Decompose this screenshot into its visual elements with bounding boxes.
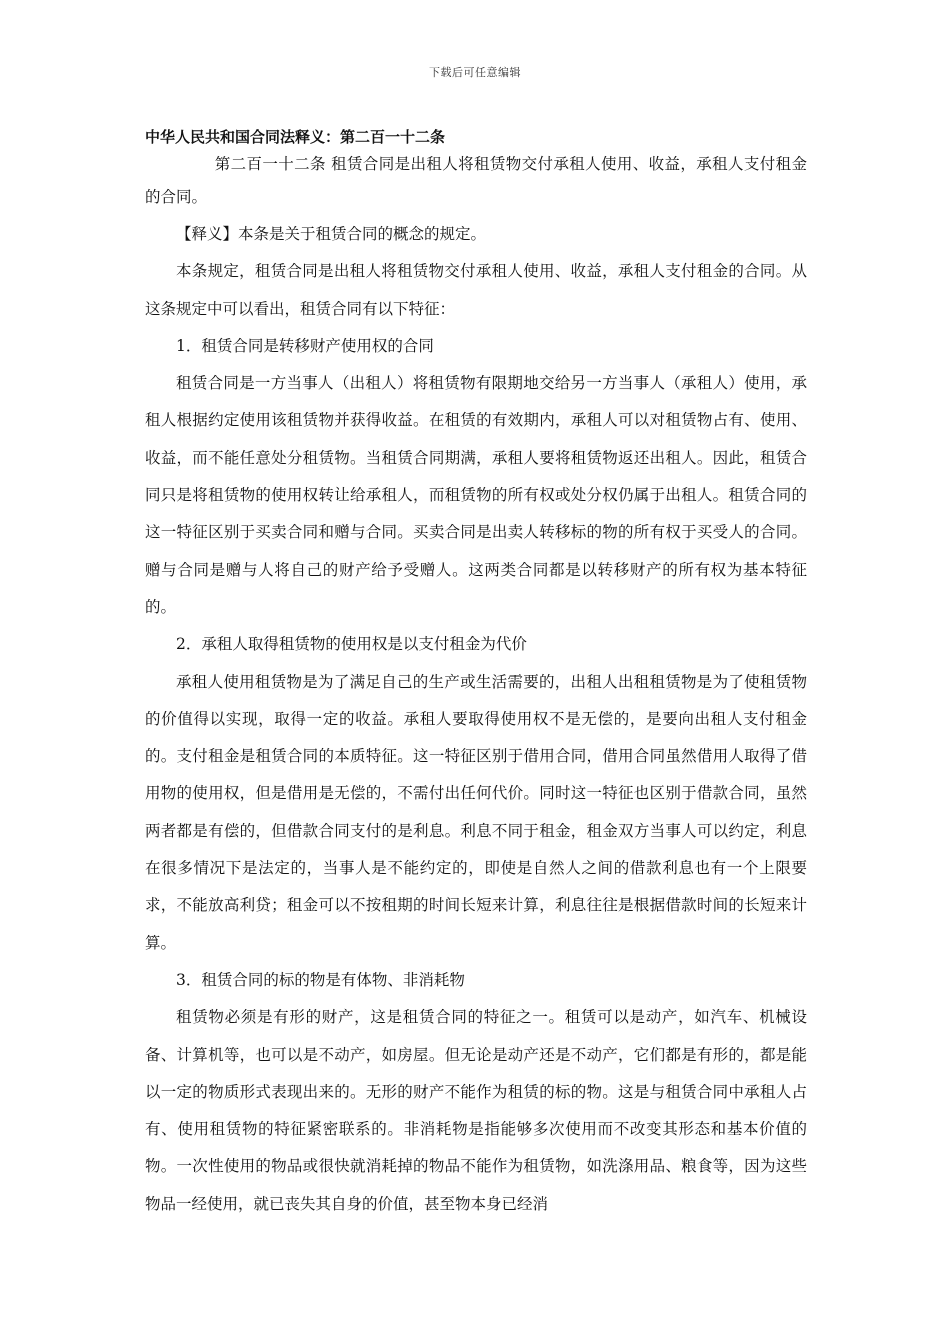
paragraph-overview: 本条规定，租赁合同是出租人将租赁物交付承租人使用、收益，承租人支付租金的合同。从这条规定中可以看出，租赁合同有以下特征：: [145, 262, 807, 318]
paragraph-section-2: 承租人使用租赁物是为了满足自己的生产或生活需要的，出租人出租租赁物是为了使租赁物的价值得以实现，取得一定的收益。承租人要取得使用权不是无偿的，是要向出租人支付租金的。支付租金是租赁合同的本质特征。这一特征区别于借用合同，借用合同虽然借用人取得了借用物的使用权，但是借用是无偿的，不需付出任何代价。同时这一特征也区别于借款合同，虽然两者都是有偿的，但借款合同支付的是利息。利息不同于租金，租金双方当事人可以约定，利息在很多情况下是法定的，当事人是不能约定的，即使是自然人之间的借款利息也有一个上限要求，不能放高利贷；租金可以不按租期的时间长短来计算，利息往往是根据借款时间的长短来计算。: [145, 672, 807, 952]
paragraph-section-3: 租赁物必须是有形的财产，这是租赁合同的特征之一。租赁可以是动产，如汽车、机械设备、计算机等，也可以是不动产，如房屋。但无论是动产还是不动产，它们都是有形的，都是能以一定的物质形式表现出来的。无形的财产不能作为租赁的标的物。这是与租赁合同中承租人占有、使用租赁物的特征紧密联系的。非消耗物是指能够多次使用而不改变其形态和基本价值的物。一次性使用的物品或很快就消耗掉的物品不能作为租赁物，如洗涤用品、粮食等，因为这些物品一经使用，就已丧失其自身的价值，甚至物本身已经消: [145, 1008, 807, 1213]
section-heading-3: 3．租赁合同的标的物是有体物、非消耗物: [176, 970, 465, 989]
header-note: 下载后可任意编辑: [429, 66, 521, 79]
paragraph-section-1: 租赁合同是一方当事人（出租人）将租赁物有限期地交给另一方当事人（承租人）使用，承租人根据约定使用该租赁物并获得收益。在租赁的有效期内，承租人可以对租赁物占有、使用、收益，而不能任意处分租赁物。当租赁合同期满，承租人要将租赁物返还出租人。因此，租赁合同只是将租赁物的使用权转让给承租人，而租赁物的所有权或处分权仍属于出租人。租赁合同的这一特征区别于买卖合同和赠与合同。买卖合同是出卖人转移标的物的所有权于买受人的合同。赠与合同是赠与人将自己的财产给予受赠人。这两类合同都是以转移财产的所有权为基本特征的。: [145, 374, 807, 616]
article-text: 第二百一十二条 租赁合同是出租人将租赁物交付承租人使用、收益，承租人支付租金的合同。: [145, 155, 807, 206]
interpretation-intro: 【释义】本条是关于租赁合同的概念的规定。: [176, 225, 487, 243]
document-body: [145, 126, 807, 1223]
section-heading-1: 1．租赁合同是转移财产使用权的合同: [176, 336, 434, 355]
document-title: 中华人民共和国合同法释义：第二百一十二条: [145, 128, 446, 146]
section-heading-2: 2．承租人取得租赁物的使用权是以支付租金为代价: [176, 635, 527, 654]
